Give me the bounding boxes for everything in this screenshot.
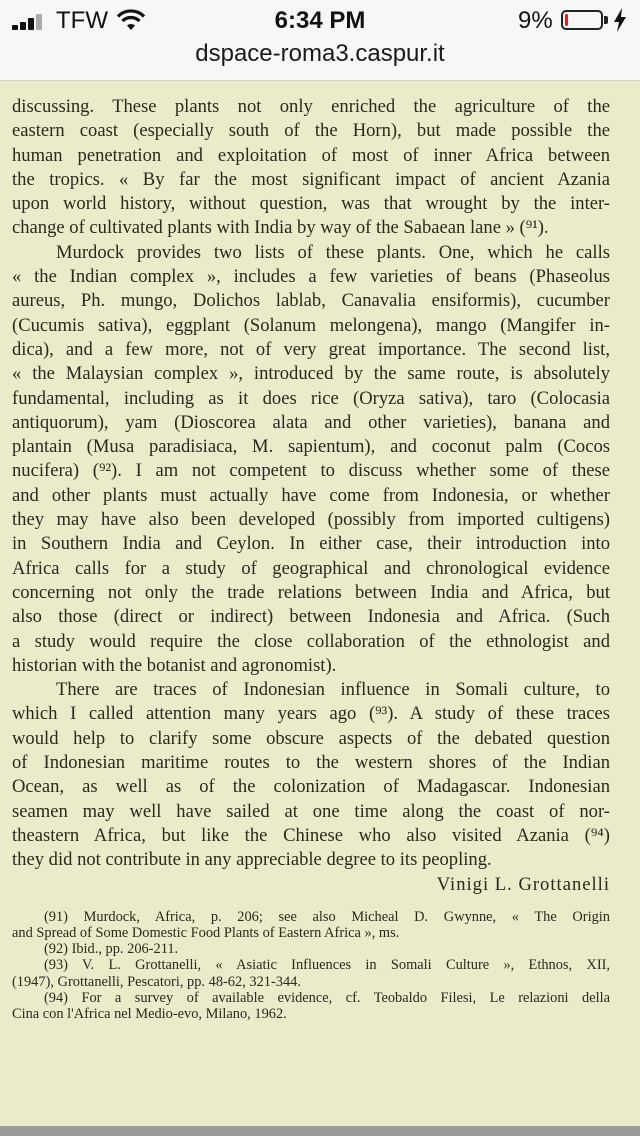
text-line: discussing. These plants not only enriched the agriculture of the <box>12 96 610 117</box>
charging-bolt-icon <box>613 8 627 32</box>
text-line: (Cucumis sativa), eggplant (Solanum melongena), mango (Mangifer in- <box>12 314 610 336</box>
body-text <box>12 95 610 873</box>
text-line: of Indonesian maritime routes to the western shores of the Indian <box>12 752 610 774</box>
text-line: they may have also been developed (possibly from imported cultigens) <box>12 509 610 531</box>
clock: 6:34 PM <box>274 7 366 34</box>
footnote-line: Cina con l'Africa nel Medio-evo, Milano, 1962. <box>12 1005 287 1022</box>
footnote-line: (1947), Grottanelli, Pescatori, pp. 48-62, 321-344. <box>12 973 301 990</box>
text-line: historian with the botanist and agronomist). <box>12 654 337 676</box>
url-address-bar[interactable]: dspace-roma3.caspur.it <box>195 40 445 67</box>
footnote-line: (92) Ibid., pp. 206-211. <box>44 941 179 958</box>
battery-percent: 9% <box>518 7 553 34</box>
text-line: the tropics. « By far the most significant impact of ancient Azania <box>12 168 610 190</box>
footnote-line: and Spread of Some Domestic Food Plants of Eastern Africa », ms. <box>12 924 400 941</box>
text-line: « the Malaysian complex », introduced by the same route, is absolutely <box>12 363 610 385</box>
carrier-name: TFW <box>56 7 108 34</box>
text-line: nucifera) (⁹²). I am not competent to discuss whether some of these <box>12 460 610 482</box>
text-line: would help to clarify some obscure aspects of the debated question <box>12 727 610 749</box>
text-line: which I called attention many years ago (⁹³). A study of these traces <box>12 703 610 725</box>
text-line: eastern coast (especially south of the Horn), but made possible the <box>12 120 610 142</box>
bottom-toolbar-edge <box>0 1126 640 1136</box>
footnotes <box>12 909 610 1022</box>
text-line: also those (direct or indirect) between Indonesia and Africa. (Such <box>12 606 610 628</box>
text-line: seamen may well have sailed at one time along the coast of nor- <box>12 800 610 822</box>
footnote-line: (93) V. L. Grottanelli, « Asiatic Influences in Somali Culture », Ethnos, XII, <box>44 957 610 974</box>
text-line: they did not contribute in any appreciable degree to its peopling. <box>12 849 492 871</box>
text-line: aureus, Ph. mungo, Dolichos lablab, Canavalia ensiformis), cucumber <box>12 290 610 312</box>
document-text <box>12 95 610 1022</box>
text-line: Africa calls for a study of geographical and chronological evidence <box>12 557 610 579</box>
footnote-line: (91) Murdock, Africa, p. 206; see also Micheal D. Gwynne, « The Origin <box>44 908 610 925</box>
text-line: dica), and a few more, not of very great importance. The second list, <box>12 338 610 360</box>
battery-cap <box>604 16 608 24</box>
battery-level-fill <box>565 14 568 26</box>
text-line: fundamental, including as it does rice (Oryza sativa), taro (Colocasia <box>12 387 610 409</box>
text-line: plantain (Musa paradisiaca, M. sapientum), and coconut palm (Cocos <box>12 436 610 458</box>
text-line: antiquorum), yam (Dioscorea alata and other varieties), banana and <box>12 411 610 433</box>
footnote-line: (94) For a survey of available evidence, cf. Teobaldo Filesi, Le relazioni della <box>44 989 610 1006</box>
text-line: Ocean, as well as of the colonization of Madagascar. Indonesian <box>12 776 610 798</box>
text-line: « the Indian complex », includes a few varieties of beans (Phaseolus <box>12 266 610 288</box>
text-line: theastern Africa, but like the Chinese who also visited Azania (⁹⁴) <box>12 824 610 846</box>
text-line: human penetration and exploitation of most of inner Africa between <box>12 144 610 166</box>
status-bar <box>0 0 640 40</box>
text-line: and other plants must actually have come from Indonesia, or whether <box>12 484 610 506</box>
text-line: change of cultivated plants with India by way of the Sabaean lane » (⁹¹). <box>12 217 549 239</box>
browser-header <box>0 0 640 81</box>
scanned-document-page[interactable] <box>0 81 640 1126</box>
author-signature: Vinigi L. Grottanelli <box>436 873 610 895</box>
text-line: There are traces of Indonesian influence in Somali culture, to <box>56 679 610 701</box>
text-line: in Southern India and Ceylon. In either case, their introduction into <box>12 533 610 555</box>
text-line: a study would require the close collaboration of the ethnologist and <box>12 630 610 652</box>
text-line: upon world history, without question, was that wrought by the inter- <box>12 193 610 215</box>
text-line: Murdock provides two lists of these plants. One, which he calls <box>56 241 610 263</box>
text-line: concerning not only the trade relations between India and Africa, but <box>12 581 610 603</box>
battery-icon <box>561 10 603 30</box>
